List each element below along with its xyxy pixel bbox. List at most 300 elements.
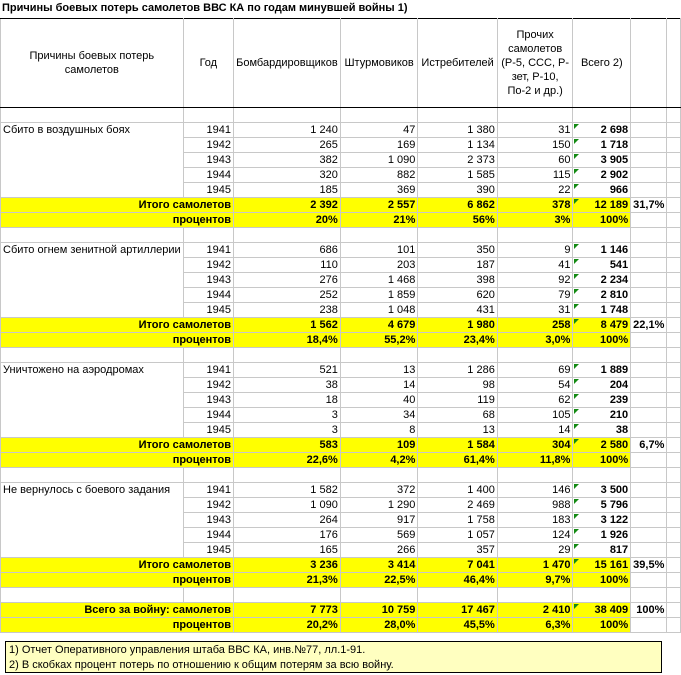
empty-cell[interactable] [631,288,667,303]
total-cell[interactable]: 1 748 [573,303,631,318]
fighters-cell[interactable]: 390 [418,183,497,198]
other-cell[interactable]: 183 [497,513,573,528]
fighters-cell[interactable]: 398 [418,273,497,288]
empty-cell[interactable] [1,588,184,603]
year-cell[interactable]: 1941 [183,363,233,378]
bombers-cell[interactable]: 18 [234,393,341,408]
empty-cell[interactable] [340,348,418,363]
empty-cell[interactable] [667,438,681,453]
empty-cell[interactable] [631,528,667,543]
fighters-cell[interactable]: 13 [418,423,497,438]
empty-cell[interactable] [667,19,681,108]
empty-cell[interactable] [234,468,341,483]
bombers-cell[interactable]: 1 240 [234,123,341,138]
empty-cell[interactable] [631,273,667,288]
year-cell[interactable]: 1944 [183,528,233,543]
subtotal-label[interactable]: Итого самолетов [1,198,234,213]
stormoviks-total[interactable]: 3 414 [340,558,418,573]
stormoviks-cell[interactable]: 372 [340,483,418,498]
empty-cell[interactable] [234,108,341,123]
other-cell[interactable]: 62 [497,393,573,408]
empty-cell[interactable] [631,138,667,153]
empty-cell[interactable] [667,453,681,468]
bombers-cell[interactable]: 110 [234,258,341,273]
fighters-cell[interactable]: 431 [418,303,497,318]
fighters-grand-pct[interactable]: 45,5% [418,618,497,633]
empty-cell[interactable] [631,573,667,588]
year-cell[interactable]: 1942 [183,258,233,273]
cause-label[interactable]: Сбито в воздушных боях [1,123,184,198]
empty-cell[interactable] [631,228,667,243]
empty-cell[interactable] [497,228,573,243]
empty-cell[interactable] [418,228,497,243]
year-cell[interactable]: 1941 [183,483,233,498]
year-cell[interactable]: 1942 [183,138,233,153]
fighters-grand[interactable]: 17 467 [418,603,497,618]
empty-cell[interactable] [631,393,667,408]
empty-cell[interactable] [631,618,667,633]
stormoviks-total[interactable]: 4 679 [340,318,418,333]
stormoviks-cell[interactable]: 47 [340,123,418,138]
stormoviks-total[interactable]: 109 [340,438,418,453]
total-cell[interactable]: 1 889 [573,363,631,378]
empty-cell[interactable] [340,108,418,123]
stormoviks-pct[interactable]: 55,2% [340,333,418,348]
empty-cell[interactable] [631,513,667,528]
bombers-total[interactable]: 583 [234,438,341,453]
empty-cell[interactable] [631,333,667,348]
empty-cell[interactable] [183,468,233,483]
empty-cell[interactable] [667,123,681,138]
fighters-cell[interactable]: 1 286 [418,363,497,378]
empty-cell[interactable] [667,393,681,408]
bombers-cell[interactable]: 3 [234,408,341,423]
other-pct[interactable]: 3% [497,213,573,228]
bombers-pct[interactable]: 22,6% [234,453,341,468]
header-other[interactable]: Прочих самолетов (Р-5, ССС, Р-зет, Р-10, По-2 и др.) [497,19,573,108]
other-cell[interactable]: 22 [497,183,573,198]
empty-cell[interactable] [667,333,681,348]
fighters-cell[interactable]: 1 134 [418,138,497,153]
empty-cell[interactable] [340,468,418,483]
empty-cell[interactable] [340,228,418,243]
other-cell[interactable]: 988 [497,498,573,513]
year-cell[interactable]: 1942 [183,378,233,393]
year-cell[interactable]: 1944 [183,408,233,423]
empty-cell[interactable] [418,588,497,603]
empty-cell[interactable] [573,228,631,243]
empty-cell[interactable] [418,348,497,363]
fighters-cell[interactable]: 68 [418,408,497,423]
fighters-pct[interactable]: 61,4% [418,453,497,468]
empty-cell[interactable] [667,513,681,528]
empty-cell[interactable] [667,543,681,558]
stormoviks-cell[interactable]: 369 [340,183,418,198]
year-cell[interactable]: 1942 [183,498,233,513]
total-pct[interactable]: 100% [573,333,631,348]
bombers-cell[interactable]: 265 [234,138,341,153]
empty-cell[interactable] [667,213,681,228]
empty-cell[interactable] [667,273,681,288]
total-cell[interactable]: 817 [573,543,631,558]
empty-cell[interactable] [667,483,681,498]
total-grand[interactable]: 38 409 [573,603,631,618]
other-total[interactable]: 304 [497,438,573,453]
year-cell[interactable]: 1944 [183,288,233,303]
total-pct[interactable]: 100% [573,453,631,468]
empty-cell[interactable] [631,19,667,108]
total-cell[interactable]: 3 500 [573,483,631,498]
stormoviks-cell[interactable]: 101 [340,243,418,258]
bombers-pct[interactable]: 20% [234,213,341,228]
empty-cell[interactable] [667,498,681,513]
share-cell[interactable]: 22,1% [631,318,667,333]
other-cell[interactable]: 79 [497,288,573,303]
total-cell[interactable]: 1 718 [573,138,631,153]
empty-cell[interactable] [631,183,667,198]
stormoviks-cell[interactable]: 1 290 [340,498,418,513]
other-total[interactable]: 1 470 [497,558,573,573]
stormoviks-cell[interactable]: 203 [340,258,418,273]
table-row [1,123,681,138]
stormoviks-cell[interactable]: 1 859 [340,288,418,303]
empty-cell[interactable] [631,483,667,498]
empty-cell[interactable] [183,348,233,363]
stormoviks-cell[interactable]: 40 [340,393,418,408]
empty-cell[interactable] [183,108,233,123]
empty-cell[interactable] [631,378,667,393]
subtotal-label[interactable]: Итого самолетов [1,318,234,333]
grand-cell[interactable]: 8 479 [573,318,631,333]
fighters-cell[interactable]: 350 [418,243,497,258]
empty-cell[interactable] [631,423,667,438]
fighters-cell[interactable]: 1 585 [418,168,497,183]
year-cell[interactable]: 1941 [183,243,233,258]
other-pct[interactable]: 11,8% [497,453,573,468]
stormoviks-cell[interactable]: 882 [340,168,418,183]
bombers-pct[interactable]: 18,4% [234,333,341,348]
header-total[interactable]: Всего 2) [573,19,631,108]
empty-cell[interactable] [667,288,681,303]
fighters-cell[interactable]: 98 [418,378,497,393]
bombers-cell[interactable]: 686 [234,243,341,258]
empty-cell[interactable] [497,348,573,363]
empty-cell[interactable] [667,603,681,618]
empty-cell[interactable] [667,303,681,318]
year-cell[interactable]: 1943 [183,273,233,288]
total-grand-pct[interactable]: 100% [573,618,631,633]
empty-cell[interactable] [631,363,667,378]
total-cell[interactable]: 966 [573,183,631,198]
stormoviks-cell[interactable]: 34 [340,408,418,423]
year-cell[interactable]: 1943 [183,153,233,168]
other-cell[interactable]: 146 [497,483,573,498]
empty-cell[interactable] [631,168,667,183]
empty-cell[interactable] [631,243,667,258]
fighters-total[interactable]: 1 980 [418,318,497,333]
empty-cell[interactable] [667,198,681,213]
other-total[interactable]: 378 [497,198,573,213]
total-cell[interactable]: 3 122 [573,513,631,528]
empty-cell[interactable] [1,348,184,363]
stormoviks-cell[interactable]: 8 [340,423,418,438]
other-cell[interactable]: 150 [497,138,573,153]
total-cell[interactable]: 2 902 [573,168,631,183]
empty-cell[interactable] [1,108,184,123]
percent-label[interactable]: процентов [1,453,234,468]
empty-cell[interactable] [631,348,667,363]
empty-cell[interactable] [631,303,667,318]
share-grand[interactable]: 100% [631,603,667,618]
percent-label[interactable]: процентов [1,213,234,228]
total-cell[interactable]: 2 810 [573,288,631,303]
empty-cell[interactable] [667,153,681,168]
stormoviks-pct[interactable]: 4,2% [340,453,418,468]
empty-cell[interactable] [573,108,631,123]
empty-cell[interactable] [667,588,681,603]
empty-cell[interactable] [667,408,681,423]
empty-cell[interactable] [631,498,667,513]
bombers-cell[interactable]: 264 [234,513,341,528]
empty-cell[interactable] [667,363,681,378]
footnotes[interactable] [5,641,662,673]
year-cell[interactable]: 1943 [183,513,233,528]
other-cell[interactable]: 124 [497,528,573,543]
empty-cell[interactable] [667,378,681,393]
total-cell[interactable]: 38 [573,423,631,438]
subtotal-label[interactable]: Итого самолетов [1,438,234,453]
header-stormoviks[interactable]: Штурмовиков [340,19,418,108]
empty-cell[interactable] [573,468,631,483]
bombers-cell[interactable]: 252 [234,288,341,303]
fighters-cell[interactable]: 2 373 [418,153,497,168]
cause-label[interactable]: Уничтожено на аэродромах [1,363,184,438]
year-cell[interactable]: 1941 [183,123,233,138]
other-cell[interactable]: 29 [497,543,573,558]
empty-cell[interactable] [667,228,681,243]
empty-cell[interactable] [183,228,233,243]
other-cell[interactable]: 31 [497,303,573,318]
empty-cell[interactable] [631,123,667,138]
bombers-cell[interactable]: 521 [234,363,341,378]
bombers-cell[interactable]: 320 [234,168,341,183]
empty-cell[interactable] [667,318,681,333]
empty-cell[interactable] [631,213,667,228]
total-cell[interactable]: 2 698 [573,123,631,138]
fighters-cell[interactable]: 2 469 [418,498,497,513]
other-cell[interactable]: 31 [497,123,573,138]
fighters-pct[interactable]: 23,4% [418,333,497,348]
empty-cell[interactable] [631,453,667,468]
percent-label[interactable]: процентов [1,333,234,348]
empty-cell[interactable] [1,228,184,243]
empty-cell[interactable] [497,588,573,603]
bombers-cell[interactable]: 1 582 [234,483,341,498]
empty-cell[interactable] [1,468,184,483]
fighters-cell[interactable]: 187 [418,258,497,273]
stormoviks-cell[interactable]: 169 [340,138,418,153]
empty-cell[interactable] [667,183,681,198]
bombers-cell[interactable]: 165 [234,543,341,558]
bombers-cell[interactable]: 185 [234,183,341,198]
cause-label[interactable]: Не вернулось с боевого задания [1,483,184,558]
year-cell[interactable]: 1943 [183,393,233,408]
header-fighters[interactable]: Истребителей [418,19,497,108]
empty-cell[interactable] [667,258,681,273]
grand-cell[interactable]: 2 580 [573,438,631,453]
other-cell[interactable]: 60 [497,153,573,168]
other-pct[interactable]: 3,0% [497,333,573,348]
bombers-grand-pct[interactable]: 20,2% [234,618,341,633]
other-cell[interactable]: 54 [497,378,573,393]
total-cell[interactable]: 210 [573,408,631,423]
cause-label[interactable]: Сбито огнем зенитной артиллерии [1,243,184,318]
empty-cell[interactable] [667,423,681,438]
stormoviks-cell[interactable]: 569 [340,528,418,543]
grand-cell[interactable]: 12 189 [573,198,631,213]
bombers-grand[interactable]: 7 773 [234,603,341,618]
other-cell[interactable]: 92 [497,273,573,288]
empty-cell[interactable] [418,468,497,483]
fighters-cell[interactable]: 357 [418,543,497,558]
total-cell[interactable]: 1 926 [573,528,631,543]
fighters-cell[interactable]: 1 758 [418,513,497,528]
header-bombers[interactable]: Бомбардировщиков [234,19,341,108]
stormoviks-cell[interactable]: 266 [340,543,418,558]
empty-cell[interactable] [667,168,681,183]
bombers-cell[interactable]: 176 [234,528,341,543]
empty-cell[interactable] [667,348,681,363]
percent-label[interactable]: процентов [1,573,234,588]
subtotal-label[interactable]: Итого самолетов [1,558,234,573]
stormoviks-cell[interactable]: 14 [340,378,418,393]
empty-cell[interactable] [234,588,341,603]
stormoviks-pct[interactable]: 22,5% [340,573,418,588]
empty-cell[interactable] [183,588,233,603]
share-cell[interactable]: 39,5% [631,558,667,573]
empty-cell[interactable] [631,258,667,273]
empty-cell[interactable] [418,108,497,123]
share-cell[interactable]: 31,7% [631,198,667,213]
fighters-cell[interactable]: 1 400 [418,483,497,498]
other-pct[interactable]: 9,7% [497,573,573,588]
empty-cell[interactable] [497,108,573,123]
fighters-cell[interactable]: 620 [418,288,497,303]
empty-cell[interactable] [667,108,681,123]
empty-cell[interactable] [631,153,667,168]
other-cell[interactable]: 14 [497,423,573,438]
total-cell[interactable]: 239 [573,393,631,408]
empty-cell[interactable] [631,543,667,558]
empty-cell[interactable] [631,108,667,123]
grand-cell[interactable]: 15 161 [573,558,631,573]
fighters-cell[interactable]: 1 380 [418,123,497,138]
header-cause[interactable]: Причины боевых потерь самолетов [1,19,184,108]
empty-cell[interactable] [497,468,573,483]
fighters-total[interactable]: 6 862 [418,198,497,213]
total-pct[interactable]: 100% [573,213,631,228]
total-cell[interactable]: 1 146 [573,243,631,258]
empty-cell[interactable] [667,243,681,258]
fighters-pct[interactable]: 46,4% [418,573,497,588]
bombers-pct[interactable]: 21,3% [234,573,341,588]
empty-cell[interactable] [667,573,681,588]
empty-cell[interactable] [234,348,341,363]
bombers-cell[interactable]: 1 090 [234,498,341,513]
empty-cell[interactable] [631,408,667,423]
other-grand[interactable]: 2 410 [497,603,573,618]
empty-cell[interactable] [573,588,631,603]
year-cell[interactable]: 1945 [183,543,233,558]
total-cell[interactable]: 3 905 [573,153,631,168]
year-cell[interactable]: 1944 [183,168,233,183]
other-cell[interactable]: 115 [497,168,573,183]
other-grand-pct[interactable]: 6,3% [497,618,573,633]
empty-cell[interactable] [631,468,667,483]
stormoviks-cell[interactable]: 13 [340,363,418,378]
bombers-cell[interactable]: 3 [234,423,341,438]
fighters-cell[interactable]: 119 [418,393,497,408]
year-cell[interactable]: 1945 [183,423,233,438]
other-cell[interactable]: 9 [497,243,573,258]
year-cell[interactable]: 1945 [183,303,233,318]
bombers-total[interactable]: 2 392 [234,198,341,213]
fighters-total[interactable]: 1 584 [418,438,497,453]
header-year[interactable]: Год [183,19,233,108]
stormoviks-cell[interactable]: 1 468 [340,273,418,288]
total-cell[interactable]: 2 234 [573,273,631,288]
stormoviks-grand-pct[interactable]: 28,0% [340,618,418,633]
empty-cell[interactable] [667,618,681,633]
empty-cell[interactable] [667,138,681,153]
bombers-total[interactable]: 1 562 [234,318,341,333]
other-cell[interactable]: 105 [497,408,573,423]
stormoviks-cell[interactable]: 917 [340,513,418,528]
stormoviks-grand[interactable]: 10 759 [340,603,418,618]
empty-cell[interactable] [667,468,681,483]
empty-cell[interactable] [340,588,418,603]
empty-cell[interactable] [234,228,341,243]
empty-cell[interactable] [573,348,631,363]
stormoviks-cell[interactable]: 1 090 [340,153,418,168]
year-cell[interactable]: 1945 [183,183,233,198]
bombers-total[interactable]: 3 236 [234,558,341,573]
stormoviks-pct[interactable]: 21% [340,213,418,228]
other-cell[interactable]: 41 [497,258,573,273]
bombers-cell[interactable]: 238 [234,303,341,318]
share-cell[interactable]: 6,7% [631,438,667,453]
grand-label[interactable]: Всего за войну: самолетов [1,603,234,618]
fighters-cell[interactable]: 1 057 [418,528,497,543]
empty-cell[interactable] [631,588,667,603]
total-cell[interactable]: 5 796 [573,498,631,513]
empty-cell[interactable] [667,528,681,543]
bombers-cell[interactable]: 382 [234,153,341,168]
total-pct[interactable]: 100% [573,573,631,588]
bombers-cell[interactable]: 276 [234,273,341,288]
bombers-cell[interactable]: 38 [234,378,341,393]
grand-pct-label[interactable]: процентов [1,618,234,633]
empty-cell[interactable] [667,558,681,573]
stormoviks-cell[interactable]: 1 048 [340,303,418,318]
other-total[interactable]: 258 [497,318,573,333]
total-cell[interactable]: 204 [573,378,631,393]
total-cell[interactable]: 541 [573,258,631,273]
fighters-pct[interactable]: 56% [418,213,497,228]
stormoviks-total[interactable]: 2 557 [340,198,418,213]
fighters-total[interactable]: 7 041 [418,558,497,573]
other-cell[interactable]: 69 [497,363,573,378]
